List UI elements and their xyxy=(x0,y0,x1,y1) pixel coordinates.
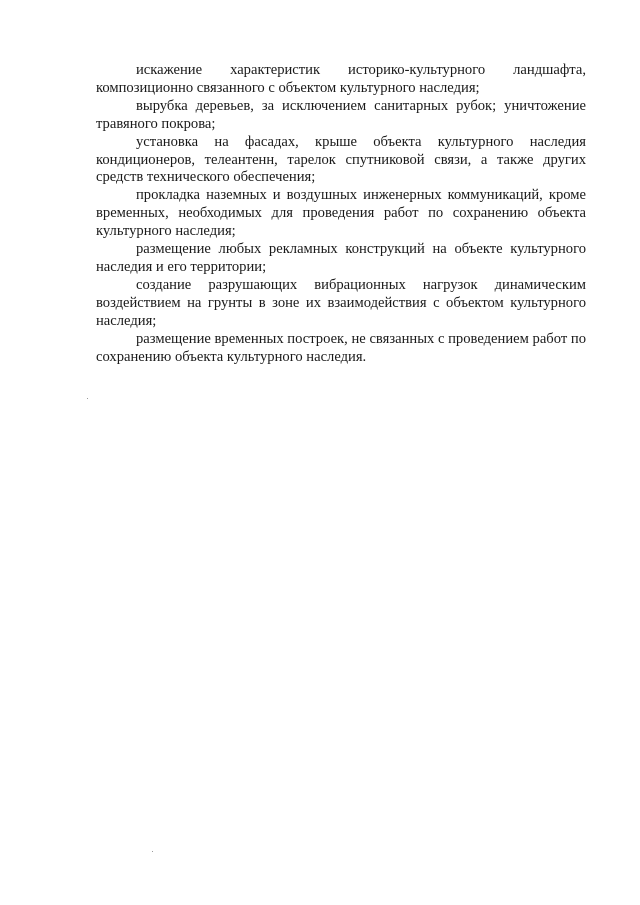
paragraph-temporary-buildings: размещение временных построек, не связанных с проведением работ по сохранению объекта культурного наследия. xyxy=(96,330,586,365)
paragraph-tree-felling: вырубка деревьев, за исключением санитарных рубок; уничтожение травяного покрова; xyxy=(96,97,586,132)
paragraph-landscape-distortion: искажение характеристик историко-культурного ландшафта, композиционно связанного с объектом культурного наследия; xyxy=(96,62,586,96)
paragraph-facade-equipment: установка на фасадах, крыше объекта культурного наследия кондиционеров, телеантенн, тарелок спутниковой связи, а также других средств технического обеспечения; xyxy=(96,133,586,186)
scan-speck xyxy=(152,851,153,852)
paragraph-advertising: размещение любых рекламных конструкций на объекте культурного наследия и его территории; xyxy=(96,241,586,275)
paragraph-vibration-loads: создание разрушающих вибрационных нагрузок динамическим воздействием на грунты в зоне их взаимодействия с объектом культурного наследия; xyxy=(96,276,586,329)
scan-speck xyxy=(87,398,88,399)
document-body xyxy=(96,62,586,366)
paragraph-utility-lines: прокладка наземных и воздушных инженерных коммуникаций, кроме временных, необходимых для проведения работ по сохранению объекта культурного наследия; xyxy=(96,187,586,240)
